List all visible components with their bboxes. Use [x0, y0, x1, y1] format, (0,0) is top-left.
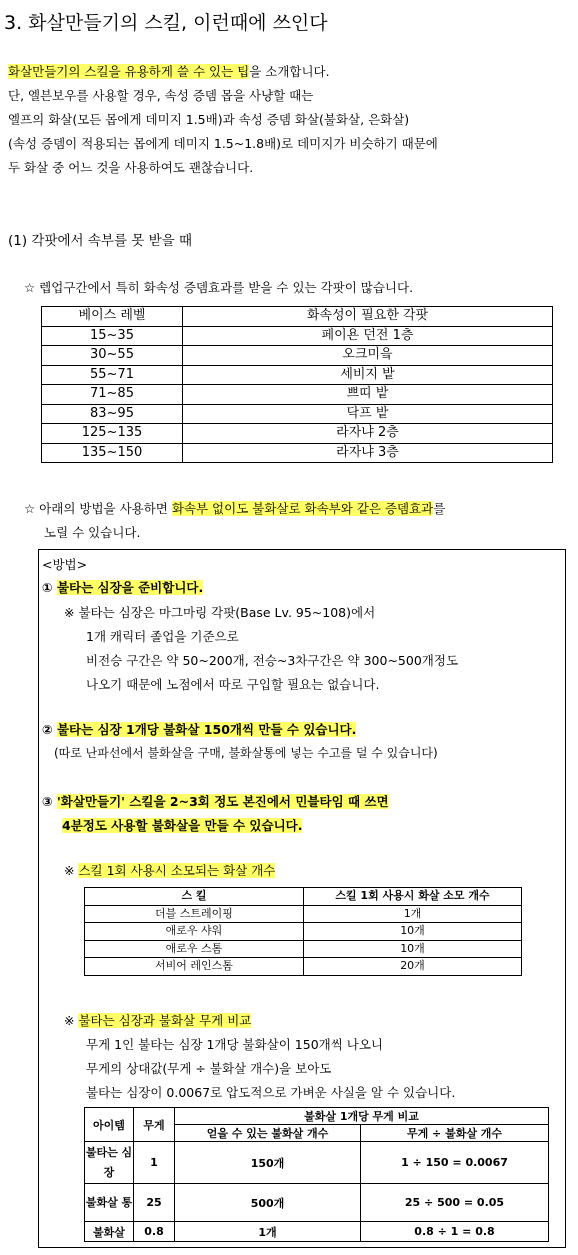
item-name: 불타는 심장	[85, 1142, 134, 1184]
step-3-line-2: 4분정도 사용할 불화살을 만들 수 있습니다.	[62, 818, 303, 833]
page-title: 3. 화살만들기의 스킬, 이런때에 쓰인다	[4, 12, 328, 34]
skill-name: 더블 스트레이핑	[85, 905, 304, 923]
party-location: 오크미읔	[183, 346, 553, 366]
table-row	[85, 905, 522, 923]
table-row	[42, 443, 553, 463]
table-row	[42, 326, 553, 346]
skill-table-header	[85, 888, 522, 906]
section-heading: (1) 각팟에서 속부를 못 받을 때	[8, 233, 193, 249]
step-1-note-4: 나오기 때문에 노점에서 따로 구입할 필요는 없습니다.	[86, 677, 380, 692]
compare-heading-text: 불타는 심장과 불화살 무게 비교	[78, 1013, 252, 1028]
item-weight: 25	[134, 1184, 175, 1222]
bullet-levelup: ☆ 렙업구간에서 특히 화속성 증뎀효과를 받을 수 있는 각팟이 많습니다.	[24, 280, 414, 295]
party-location: 닥프 밭	[183, 404, 553, 424]
intro-line-1	[8, 62, 330, 80]
step-1-text: 불타는 심장을 준비합니다.	[56, 580, 204, 595]
item-weight: 1	[134, 1142, 175, 1184]
method-step-2	[42, 720, 356, 738]
level-range: 15~35	[42, 326, 183, 346]
step-1-note-1: ※ 불타는 심장은 마그마링 각팟(Base Lv. 95~108)에서	[64, 605, 376, 620]
skill-heading-mark: ※	[64, 863, 75, 878]
table-row	[85, 1222, 549, 1242]
table-row	[42, 365, 553, 385]
step-3-line-1: '화살만들기' 스킬을 2~3회 정도 본진에서 민블타임 때 쓰면	[56, 794, 389, 809]
item-arrow-count: 150개	[175, 1142, 361, 1184]
intro-highlight: 화살만들기의 스킬을 유용하게 쓸 수 있는 팁	[8, 64, 250, 79]
item-arrow-count: 500개	[175, 1184, 361, 1222]
item-ratio: 25 ÷ 500 = 0.05	[361, 1184, 549, 1222]
level-range: 30~55	[42, 346, 183, 366]
table-row	[85, 923, 522, 941]
bullet-method-suffix: 를	[433, 501, 446, 516]
step-1-note-2: 1개 캐릭터 졸업을 기준으로	[86, 629, 239, 644]
table-row	[85, 958, 522, 976]
step-1-number: ①	[42, 580, 53, 595]
header-skill: 스 킬	[85, 888, 304, 906]
compare-note-1: 무게 1인 불타는 심장 1개당 불화살이 150개씩 나오니	[86, 1037, 384, 1052]
method-label: <방법>	[42, 557, 88, 572]
item-weight: 0.8	[134, 1222, 175, 1242]
arrow-count: 20개	[304, 958, 522, 976]
item-ratio: 1 ÷ 150 = 0.0067	[361, 1142, 549, 1184]
intro-line-5: 두 화살 중 어느 것을 사용하여도 괜찮습니다.	[8, 160, 254, 175]
bullet-method-line-2: 노릴 수 있습니다.	[44, 525, 141, 540]
compare-note-2: 무게의 상대값(무게 ÷ 불화살 개수)을 보아도	[86, 1061, 332, 1076]
table-row	[85, 940, 522, 958]
bullet-method-prefix: ☆ 아래의 방법을 사용하면	[24, 501, 172, 516]
bullet-method-intro	[24, 499, 445, 517]
intro-line-4: (속성 증뎀이 적용되는 몹에게 데미지 1.5~1.8배)로 데미지가 비슷하기 때문에	[8, 136, 438, 151]
step-3-line-2-wrap	[62, 816, 302, 834]
weight-table	[84, 1107, 549, 1242]
arrow-count: 10개	[304, 940, 522, 958]
header-base-level: 베이스 레벨	[42, 307, 183, 327]
party-location: 라자냐 2층	[183, 424, 553, 444]
compare-heading-mark: ※	[64, 1013, 75, 1028]
weight-table-header	[85, 1108, 549, 1125]
method-step-3	[42, 792, 389, 810]
step-3-number: ③	[42, 794, 53, 809]
table-row	[85, 1142, 549, 1184]
skill-name: 애로우 샤워	[85, 923, 304, 941]
level-range: 125~135	[42, 424, 183, 444]
table-row	[42, 346, 553, 366]
party-location: 세비지 밭	[183, 365, 553, 385]
level-range: 83~95	[42, 404, 183, 424]
item-name: 불화살 통	[85, 1184, 134, 1222]
level-table-header	[42, 307, 553, 327]
table-row	[42, 385, 553, 405]
intro-line-2: 단, 엘븐보우를 사용할 경우, 속성 증뎀 몹을 사냥할 때는	[8, 88, 314, 103]
level-range: 135~150	[42, 443, 183, 463]
compare-heading	[64, 1011, 251, 1029]
level-range: 55~71	[42, 365, 183, 385]
header-party: 화속성이 필요한 각팟	[183, 307, 553, 327]
header-group: 불화살 1개당 무게 비교	[175, 1108, 549, 1125]
skill-name: 애로우 스톰	[85, 940, 304, 958]
party-location: 쁘띠 밭	[183, 385, 553, 405]
step-1-note-3: 비전승 구간은 약 50~200개, 전승~3차구간은 약 300~500개정도	[86, 653, 459, 668]
step-2-text: 불타는 심장 1개당 불화살 150개씩 만들 수 있습니다.	[56, 722, 357, 737]
bullet-method-highlight: 화속부 없이도 불화살로 화속부와 같은 증뎀효과	[171, 501, 434, 516]
skill-table	[84, 887, 522, 976]
level-range: 71~85	[42, 385, 183, 405]
intro-line-3: 엘프의 화살(모든 몹에게 데미지 1.5배)과 속성 증뎀 화살(불화살, 은화살)	[8, 112, 410, 127]
table-row	[42, 404, 553, 424]
step-2-number: ②	[42, 722, 53, 737]
table-row	[85, 1184, 549, 1222]
party-location: 페이욘 던전 1층	[183, 326, 553, 346]
method-step-1	[42, 578, 203, 596]
compare-note-3: 불타는 심장이 0.0067로 압도적으로 가벼운 사실을 알 수 있습니다.	[86, 1085, 456, 1100]
level-table	[41, 306, 553, 463]
intro-line-1-rest: 을 소개합니다.	[249, 64, 330, 79]
item-ratio: 0.8 ÷ 1 = 0.8	[361, 1222, 549, 1242]
party-location: 라자냐 3층	[183, 443, 553, 463]
arrow-count: 1개	[304, 905, 522, 923]
step-2-note: (따로 난파선에서 불화살을 구매, 불화살통에 넣는 수고를 덜 수 있습니다)	[54, 746, 438, 760]
header-arrow-count: 스킬 1회 사용시 화살 소모 개수	[304, 888, 522, 906]
skill-heading-text: 스킬 1회 사용시 소모되는 화살 개수	[78, 863, 276, 878]
skill-name: 서비어 레인스톰	[85, 958, 304, 976]
arrow-count: 10개	[304, 923, 522, 941]
table-row	[42, 424, 553, 444]
skill-heading	[64, 861, 275, 879]
item-name: 불화살	[85, 1222, 134, 1242]
header-ratio: 무게 ÷ 불화살 개수	[361, 1125, 549, 1142]
header-item: 아이템	[85, 1108, 134, 1142]
item-arrow-count: 1개	[175, 1222, 361, 1242]
header-arrow-count: 얻을 수 있는 불화살 개수	[175, 1125, 361, 1142]
header-weight: 무게	[134, 1108, 175, 1142]
